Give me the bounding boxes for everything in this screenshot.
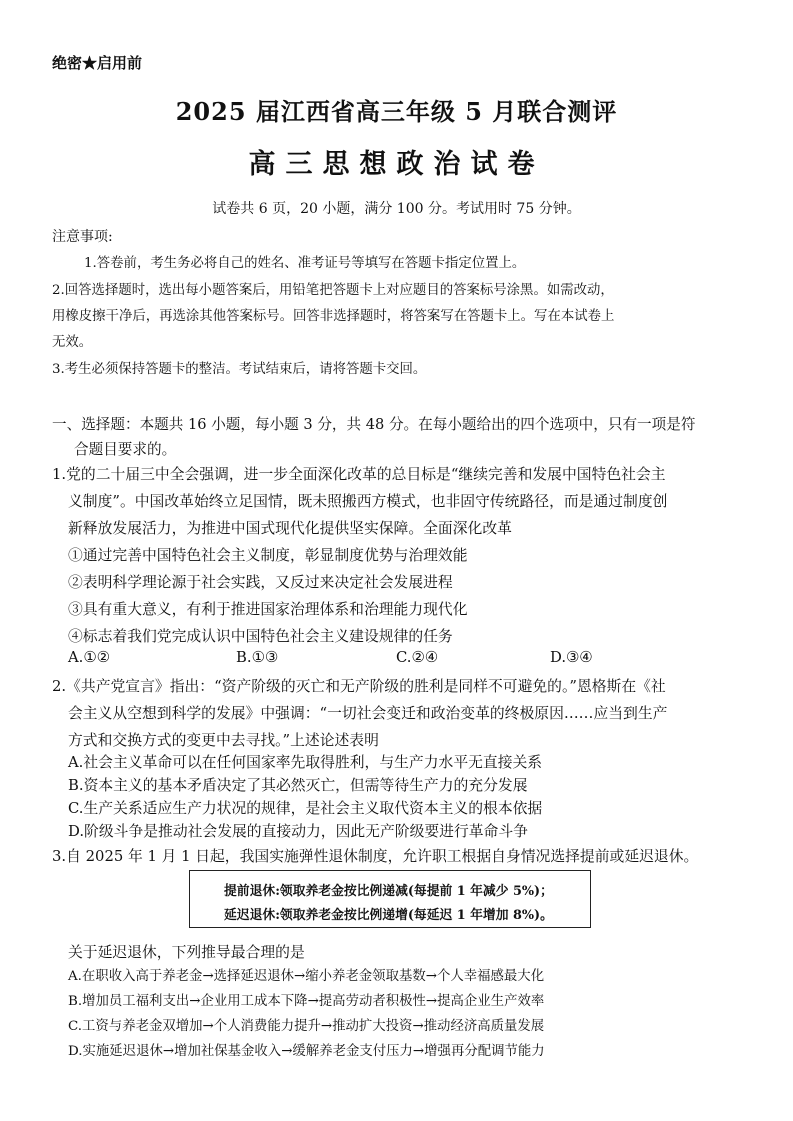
q1-stem-line-3: 新释放发展活力，为推进中国式现代化提供坚实保障。全面深化改革: [68, 520, 512, 537]
q3-option-c[interactable]: C.工资与养老金双增加→个人消费能力提升→推动扩大投资→推动经济高质量发展: [68, 1019, 545, 1034]
exam-info: 试卷共 6 页，20 小题，满分 100 分。考试用时 75 分钟。: [212, 201, 581, 217]
q2-option-a[interactable]: A.社会主义革命可以在任何国家率先取得胜利，与生产力水平无直接关系: [68, 754, 543, 771]
q1-statement-2: ②表明科学理论源于社会实践，又反过来决定社会发展进程: [68, 574, 453, 591]
box-early-retirement: 提前退休:领取养老金按比例递减(每提前 1 年减少 5%)；: [224, 884, 553, 899]
q1-statement-4: ④标志着我们党完成认识中国特色社会主义建设规律的任务: [68, 628, 453, 645]
q2-stem-line-2: 会主义从空想到科学的发展》中强调：“一切社会变迁和政治变革的终极原因……应当到生产: [68, 705, 668, 722]
q2-option-c[interactable]: C.生产关系适应生产力状况的规律，是社会主义取代资本主义的根本依据: [68, 800, 543, 817]
section-heading-line-1: 一、选择题：本题共 16 小题，每小题 3 分，共 48 分。在每小题给出的四个选项中，只有一项是符: [52, 416, 696, 433]
q3-option-a[interactable]: A.在职收入高于养老金→选择延迟退休→缩小养老金领取基数→个人幸福感最大化: [68, 969, 545, 984]
note-1: 1.答卷前，考生务必将自己的姓名、准考证号等填写在答题卡指定位置上。: [84, 256, 526, 271]
q1-stem-line-2: 义制度”。中国改革始终立足国情，既未照搬西方模式，也非固守传统路径，而是通过制度创: [68, 493, 668, 510]
q2-stem-line-1: 2.《共产党宣言》指出：“资产阶级的灭亡和无产阶级的胜利是同样不可避免的。”恩格斯在《社: [52, 678, 666, 695]
q1-option-a[interactable]: A.①②: [68, 649, 110, 666]
note-2-line-2: 用橡皮擦干净后，再选涂其他答案标号。回答非选择题时，将答案写在答题卡上。写在本试卷上: [52, 309, 615, 324]
note-2-line-3: 无效。: [52, 335, 93, 350]
q3-option-b[interactable]: B.增加员工福利支出→企业用工成本下降→提高劳动者积极性→提高企业生产效率: [68, 994, 545, 1009]
q3-question: 关于延迟退休，下列推导最合理的是: [68, 944, 305, 961]
q2-option-b[interactable]: B.资本主义的基本矛盾决定了其必然灭亡，但需等待生产力的充分发展: [68, 777, 528, 794]
box-delayed-retirement: 延迟退休:领取养老金按比例递增(每延迟 1 年增加 8%)。: [224, 908, 553, 923]
notes-heading: 注意事项:: [52, 229, 113, 245]
exam-title: 2025 届江西省高三年级 5 月联合测评: [175, 97, 618, 126]
note-3: 3.考生必须保持答题卡的整洁。考试结束后，请将答题卡交回。: [52, 362, 427, 377]
retirement-info-box: [189, 870, 591, 928]
q1-option-c[interactable]: C.②④: [396, 649, 439, 666]
q1-statement-3: ③具有重大意义，有利于推进国家治理体系和治理能力现代化: [68, 601, 468, 618]
note-2-line-1: 2.回答选择题时，选出每小题答案后，用铅笔把答题卡上对应题目的答案标号涂黑。如需改动，: [52, 283, 614, 298]
exam-subtitle: 高三思想政治试卷: [248, 149, 545, 180]
q1-option-d[interactable]: D.③④: [550, 649, 593, 666]
section-heading-line-2: 合题目要求的。: [74, 441, 177, 458]
confidential-mark: 绝密★启用前: [52, 54, 143, 72]
q3-stem-line-1: 3.自 2025 年 1 月 1 日起，我国实施弹性退休制度，允许职工根据自身情况选择提前或延迟退休。: [52, 848, 699, 865]
q1-option-b[interactable]: B.①③: [236, 649, 279, 666]
q3-option-d[interactable]: D.实施延迟退休→增加社保基金收入→缓解养老金支付压力→增强再分配调节能力: [68, 1044, 545, 1059]
q2-stem-line-3: 方式和交换方式的变更中去寻找。”上述论述表明: [68, 732, 379, 749]
q1-statement-1: ①通过完善中国特色社会主义制度，彰显制度优势与治理效能: [68, 547, 468, 564]
q2-option-d[interactable]: D.阶级斗争是推动社会发展的直接动力，因此无产阶级要进行革命斗争: [68, 823, 528, 840]
q1-stem-line-1: 1.党的二十届三中全会强调，进一步全面深化改革的总目标是“继续完善和发展中国特色社会主: [52, 466, 666, 483]
